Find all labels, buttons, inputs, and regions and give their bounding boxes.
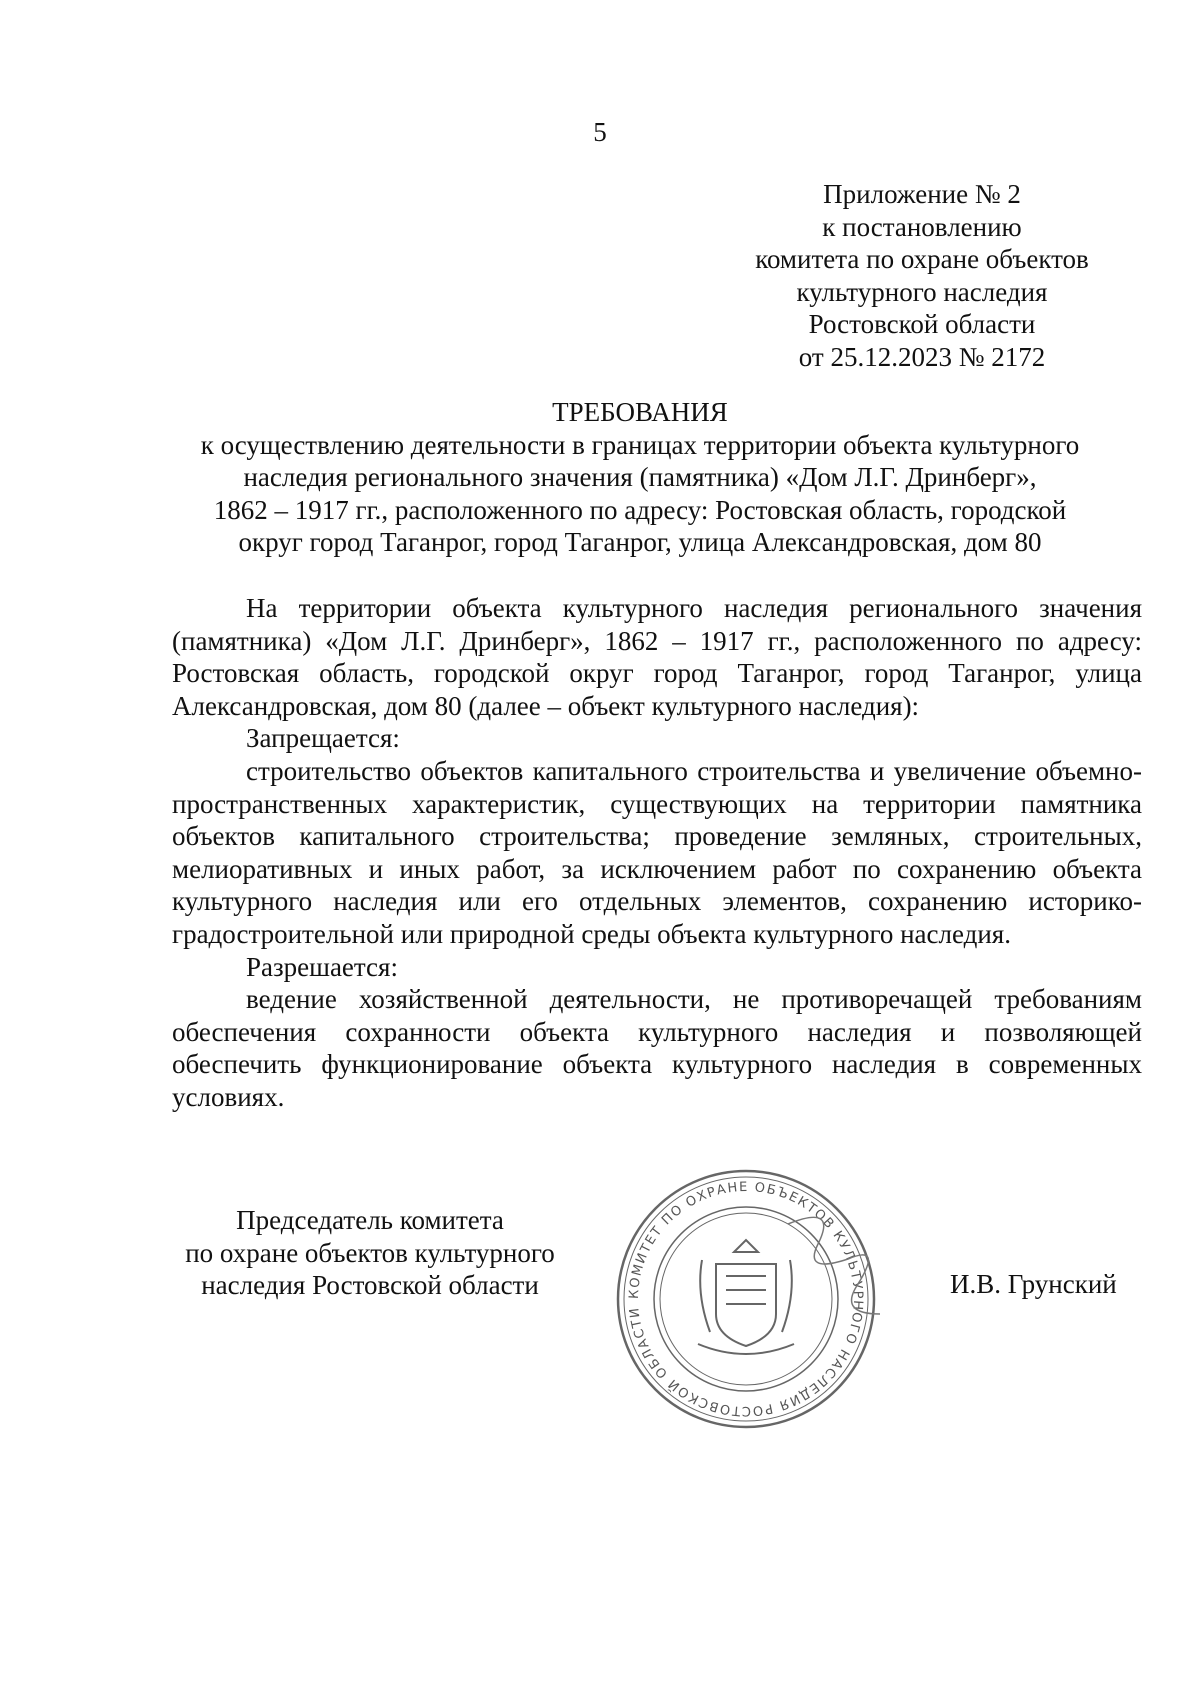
appendix-line: культурного наследия xyxy=(796,276,1048,307)
appendix-line: комитета по охране объектов xyxy=(755,244,1089,275)
page-number: 5 xyxy=(593,117,607,147)
official-seal xyxy=(598,1164,894,1434)
heading-line: 1862 – 1917 гг., расположенного по адресу: Ростовская область, городской xyxy=(213,494,1067,525)
appendix-line: Ростовской области xyxy=(808,309,1036,340)
intro-paragraph: На территории объекта культурного наследия регионального значения (памятника) «Дом Л.Г. Дринберг», 1862 – 1917 гг., расположенного по адресу: Ростовская область, городской округ город Таганрог, город Таганрог, улица Александровская, дом 80 (далее – объект культурного наследия): xyxy=(172,593,1142,721)
signatory-title xyxy=(150,1204,590,1302)
seal-emblem-icon xyxy=(698,1240,794,1354)
appendix-block xyxy=(712,178,1132,374)
allowed-label: Разрешается: xyxy=(246,951,398,982)
seal-outer-text: КОМИТЕТ ПО ОХРАНЕ ОБЪЕКТОВ КУЛЬТУРНОГО НАСЛЕДИЯ РОСТОВСКОЙ ОБЛАСТИ xyxy=(626,1179,866,1419)
document-title: ТРЕБОВАНИЯ xyxy=(552,397,728,427)
signatory-title-line: Председатель комитета xyxy=(236,1205,504,1235)
signatory-title-line: наследия Ростовской области xyxy=(201,1270,539,1301)
document-body xyxy=(172,592,1142,1114)
appendix-line: Приложение № 2 xyxy=(823,179,1021,209)
document-heading xyxy=(140,396,1140,559)
allowed-paragraph: ведение хозяйственной деятельности, не противоречащей требованиям обеспечения сохранности объекта культурного наследия и позволяющей обеспечить функционирование объекта культурного наследия в современных условиях. xyxy=(172,984,1142,1112)
appendix-line: к постановлению xyxy=(822,211,1022,242)
prohibited-paragraph: строительство объектов капитального строительства и увеличение объемно-пространственных характеристик, существующих на территории памятника объектов капитального строительства; проведение земляных, строительных, мелиоративных и иных работ, за исключением работ по сохранению объекта культурного наследия или его отдельных элементов, сохранению историко-градостроительной или природной среды объекта культурного наследия. xyxy=(172,755,1142,949)
heading-line: округ город Таганрог, город Таганрог, улица Александровская, дом 80 xyxy=(238,527,1042,558)
signatory-name: И.В. Грунский xyxy=(950,1269,1117,1299)
prohibited-label: Запрещается: xyxy=(246,723,400,754)
appendix-line: от 25.12.2023 № 2172 xyxy=(798,341,1046,372)
heading-line: наследия регионального значения (памятника) «Дом Л.Г. Дринберг», xyxy=(243,462,1037,493)
signatory-title-line: по охране объектов культурного xyxy=(185,1237,555,1268)
heading-line: к осуществлению деятельности в границах территории объекта культурного xyxy=(200,429,1080,460)
